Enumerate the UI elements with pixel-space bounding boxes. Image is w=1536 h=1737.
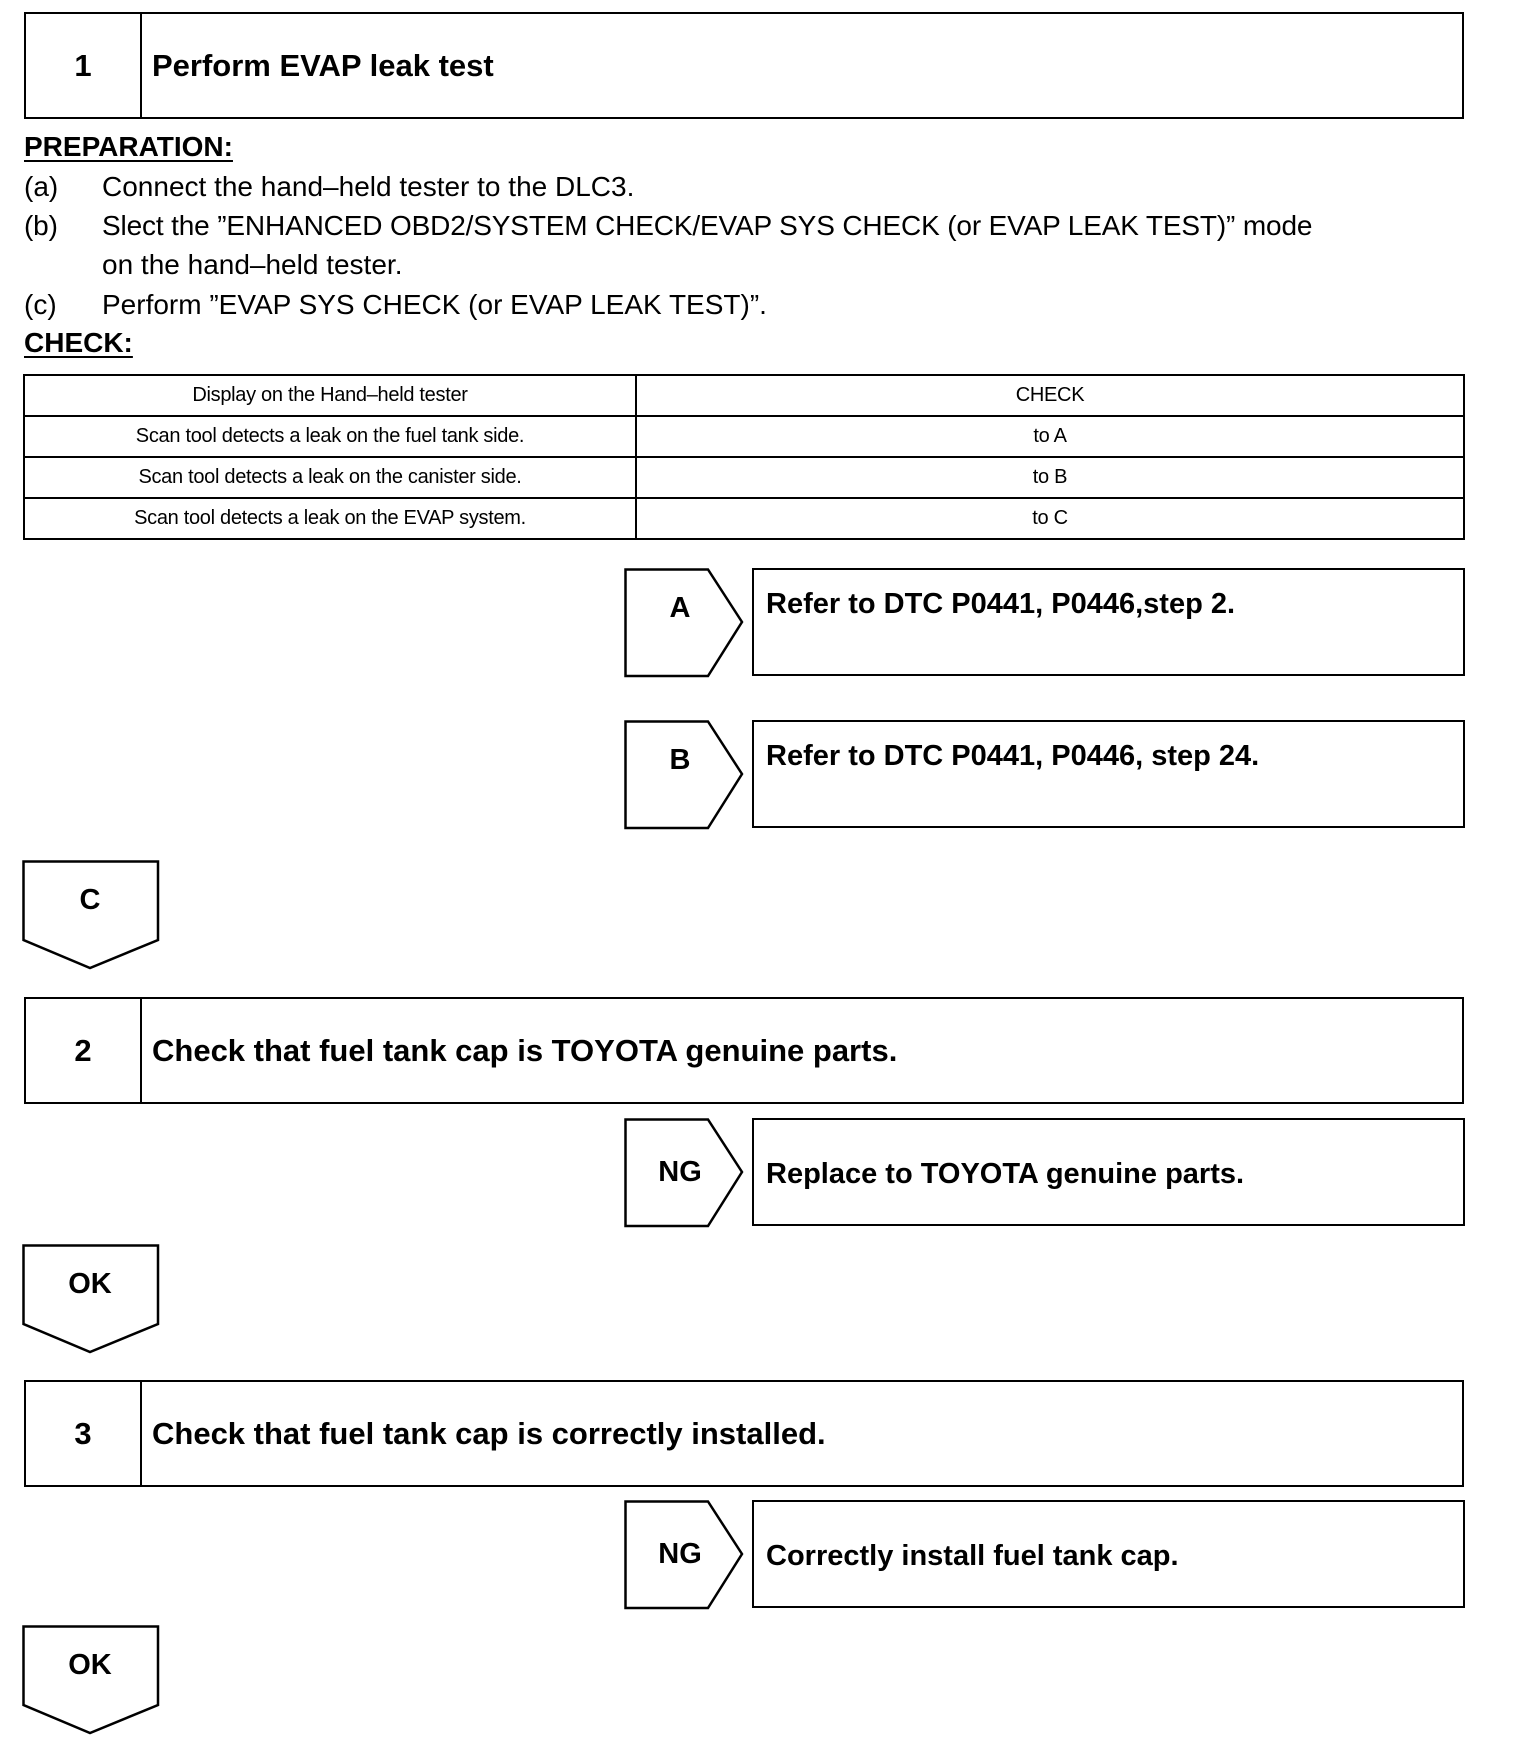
step-3-number: 3 — [26, 1382, 142, 1485]
prep-item-c — [24, 289, 767, 321]
table-header-check: CHECK — [636, 375, 1464, 416]
table-header-row — [24, 375, 1464, 416]
step-1-number: 1 — [26, 14, 142, 117]
prep-item-c-label: (c) — [24, 289, 57, 320]
check-table — [23, 374, 1465, 540]
preparation-heading: PREPARATION: — [24, 131, 233, 162]
branch-a-result-box — [752, 568, 1465, 676]
step-2-ng-label: NG — [658, 1156, 702, 1188]
table-row — [24, 498, 1464, 539]
branch-c-label: C — [79, 884, 101, 916]
prep-item-b-label: (b) — [24, 210, 58, 241]
table-cell: to C — [636, 498, 1464, 539]
branch-b-label: B — [669, 744, 691, 776]
branch-b-result-text: Refer to DTC P0441, P0446, step 24. — [766, 740, 1260, 772]
step-2-ng-result-box — [752, 1118, 1465, 1226]
step-3-box — [24, 1380, 1464, 1487]
step-3-ok-label: OK — [68, 1649, 112, 1681]
step-2-box — [24, 997, 1464, 1104]
step-3-ng-label: NG — [658, 1538, 702, 1570]
step-2-number: 2 — [26, 999, 142, 1102]
table-cell: Scan tool detects a leak on the fuel tank side. — [24, 416, 636, 457]
table-header-display: Display on the Hand–held tester — [24, 375, 636, 416]
prep-item-a — [24, 171, 634, 203]
prep-item-b-continuation: on the hand–held tester. — [102, 249, 403, 280]
table-row — [24, 416, 1464, 457]
branch-a-result-text: Refer to DTC P0441, P0446,step 2. — [766, 588, 1236, 620]
step-2-title: Check that fuel tank cap is TOYOTA genuine parts. — [152, 1032, 898, 1068]
table-row — [24, 457, 1464, 498]
table-cell: Scan tool detects a leak on the EVAP system. — [24, 498, 636, 539]
prep-item-a-text: Connect the hand–held tester to the DLC3. — [102, 171, 635, 202]
check-heading: CHECK: — [24, 327, 133, 358]
branch-a-label: A — [669, 592, 691, 624]
step-1-title: Perform EVAP leak test — [152, 47, 494, 83]
branch-b-result-box — [752, 720, 1465, 828]
prep-item-b — [24, 210, 1312, 242]
step-1-box — [24, 12, 1464, 119]
step-3-ng-result-text: Correctly install fuel tank cap. — [766, 1540, 1179, 1572]
table-cell: Scan tool detects a leak on the canister side. — [24, 457, 636, 498]
table-cell: to B — [636, 457, 1464, 498]
prep-item-a-label: (a) — [24, 171, 59, 202]
step-3-title: Check that fuel tank cap is correctly installed. — [152, 1415, 826, 1451]
table-cell: to A — [636, 416, 1464, 457]
step-3-ng-result-box — [752, 1500, 1465, 1608]
step-2-ng-result-text: Replace to TOYOTA genuine parts. — [766, 1158, 1245, 1190]
prep-item-b-text: Slect the ”ENHANCED OBD2/SYSTEM CHECK/EVAP SYS CHECK (or EVAP LEAK TEST)” mode — [102, 210, 1313, 241]
prep-item-c-text: Perform ”EVAP SYS CHECK (or EVAP LEAK TEST)”. — [102, 289, 767, 320]
step-2-ok-label: OK — [68, 1268, 112, 1300]
